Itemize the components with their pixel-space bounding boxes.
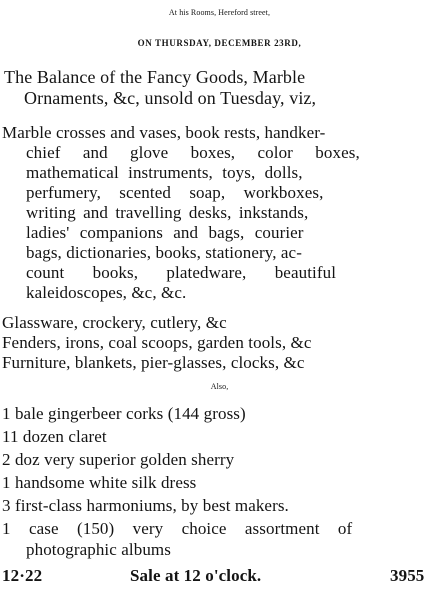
intro-line-2: Ornaments, &c, unsold on Tuesday, viz,: [24, 88, 317, 108]
also-item-line: 2 doz very superior golden sherry: [2, 450, 235, 469]
footer-left: 12·22: [2, 566, 43, 585]
also-item-line: 1 bale gingerbeer corks (144 gross): [2, 404, 246, 423]
also-item-line: 11 dozen claret: [2, 427, 107, 446]
item-line: perfumery, scented soap, workboxes,: [26, 183, 324, 202]
also-item-line: 3 first-class harmoniums, by best makers.: [2, 496, 289, 515]
item-line: ladies' companions and bags, courier: [26, 223, 304, 242]
category-line: Fenders, irons, coal scoops, garden tools, &c: [2, 333, 312, 352]
footer-center: Sale at 12 o'clock.: [130, 566, 262, 585]
item-line: writing and travelling desks, inkstands,: [26, 203, 309, 222]
category-line: Glassware, crockery, cutlery, &c: [2, 313, 227, 332]
item-line: Marble crosses and vases, book rests, handker-: [2, 123, 326, 142]
footer: [0, 566, 439, 586]
footer-right: 3955: [390, 566, 425, 585]
intro-line-1: The Balance of the Fancy Goods, Marble: [4, 67, 306, 87]
also-item-line: photographic albums: [26, 540, 171, 559]
item-line: bags, dictionaries, books, stationery, ac-: [26, 243, 302, 262]
category-line: Furniture, blankets, pier-glasses, clocks, &c: [2, 353, 305, 372]
item-line: count books, platedware, beautiful: [26, 263, 337, 282]
also-item-line: 1 handsome white silk dress: [2, 473, 197, 492]
item-line: chief and glove boxes, color boxes,: [26, 143, 360, 162]
item-line: mathematical instruments, toys, dolls,: [26, 163, 303, 182]
date-heading: ON THURSDAY, DECEMBER 23RD,: [137, 38, 302, 48]
also-heading: Also,: [210, 382, 229, 391]
item-line: kaleidoscopes, &c, &c.: [26, 283, 187, 302]
also-item-line: 1 case (150) very choice assortment of: [2, 519, 353, 538]
venue-line: At his Rooms, Hereford street,: [168, 8, 271, 17]
